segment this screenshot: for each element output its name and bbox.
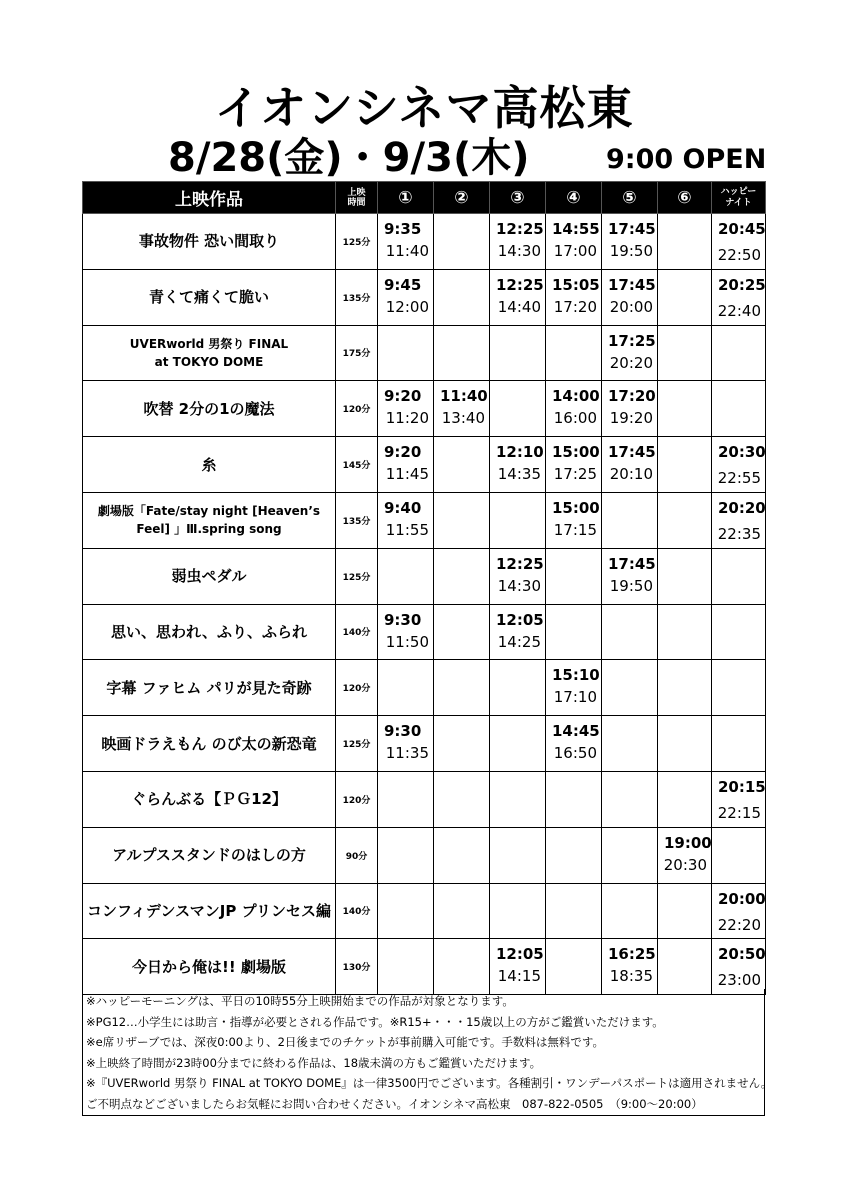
schedule-row	[83, 827, 766, 883]
showtime-cell-1	[378, 214, 434, 270]
start-time: 9:20	[384, 443, 422, 462]
showtime-cell-4	[546, 827, 602, 883]
note-line: ※PG12…小学生には助言・指導が必要とされる作品です。※R15+・・・15歳以上の方がご鑑賞いただけます。	[86, 1014, 664, 1029]
header-row	[83, 182, 766, 214]
showtime-cell-2	[434, 269, 490, 325]
film-duration: 135分	[336, 492, 378, 548]
end-time: 14:30	[497, 242, 541, 260]
showtime-cell-4	[546, 548, 602, 604]
showtime-cell-6	[658, 716, 712, 772]
showtime-cell-5	[602, 548, 658, 604]
showtime-cell-3	[490, 883, 546, 939]
happy-night-cell	[712, 325, 766, 381]
showtime-cell-6	[658, 660, 712, 716]
end-time: 17:15	[553, 520, 597, 539]
showtime-cell-5	[602, 883, 658, 939]
film-title: UVERworld 男祭り FINAL at TOKYO DOME	[83, 325, 336, 381]
showtime-cell-1	[378, 939, 434, 995]
column-header-slot-5: ⑤	[602, 182, 658, 214]
happy-night-cell	[712, 660, 766, 716]
end-time: 19:50	[609, 576, 653, 595]
end-time: 14:30	[497, 576, 541, 595]
showtime-cell-2	[434, 492, 490, 548]
start-time: 11:40	[440, 387, 488, 406]
start-time: 12:05	[496, 945, 544, 964]
start-time: 19:00	[664, 833, 712, 852]
schedule-row	[83, 604, 766, 660]
film-title: コンフィデンスマンJP プリンセス編	[83, 883, 336, 939]
film-title: 吹替 2分の1の魔法	[83, 381, 336, 437]
showtime-cell-5	[602, 660, 658, 716]
schedule-row	[83, 660, 766, 716]
end-time: 12:00	[385, 297, 429, 316]
column-header-slot-4: ④	[546, 182, 602, 214]
start-time: 12:05	[496, 610, 544, 629]
happy-night-cell	[712, 939, 766, 995]
start-time: 9:40	[384, 498, 422, 517]
showtime-cell-3	[490, 381, 546, 437]
showtime-cell-1	[378, 325, 434, 381]
showtime-cell-1	[378, 716, 434, 772]
end-time: 17:25	[553, 465, 597, 484]
end-time: 16:00	[553, 409, 597, 428]
schedule-row	[83, 548, 766, 604]
showtime-cell-6	[658, 883, 712, 939]
film-duration: 90分	[336, 827, 378, 883]
showtime-cell-4	[546, 269, 602, 325]
showtime-cell-2	[434, 771, 490, 827]
start-time: 14:45	[552, 722, 600, 741]
showtime-cell-1	[378, 883, 434, 939]
film-duration: 140分	[336, 604, 378, 660]
start-time: 17:45	[608, 275, 656, 294]
film-title: 糸	[83, 437, 336, 493]
film-duration: 145分	[336, 437, 378, 493]
showtime-cell-4	[546, 437, 602, 493]
showtime-cell-2	[434, 716, 490, 772]
note-line: ※ハッピーモーニングは、平日の10時55分上映開始までの作品が対象となります。	[86, 994, 514, 1008]
showtime-cell-5	[602, 492, 658, 548]
schedule-row	[83, 381, 766, 437]
showtime-cell-1	[378, 381, 434, 437]
end-time: 13:40	[441, 409, 485, 428]
end-time: 11:55	[385, 520, 429, 539]
start-time: 14:55	[552, 220, 600, 238]
end-time: 20:30	[663, 855, 707, 874]
happy-night-cell	[712, 437, 766, 493]
happy-night-cell	[712, 492, 766, 548]
showtime-cell-3	[490, 716, 546, 772]
schedule-row	[83, 771, 766, 827]
happy-night-cell	[712, 827, 766, 883]
showtime-cell-2	[434, 883, 490, 939]
end-time: 16:50	[553, 744, 597, 763]
film-duration: 175分	[336, 325, 378, 381]
start-time: 12:25	[496, 554, 544, 573]
schedule-row	[83, 716, 766, 772]
start-time: 17:25	[608, 331, 656, 350]
start-time: 9:30	[384, 722, 422, 741]
showtime-cell-2	[434, 939, 490, 995]
showtime-cell-1	[378, 771, 434, 827]
column-header-slot-1: ①	[378, 182, 434, 214]
showtime-cell-3	[490, 548, 546, 604]
showtime-cell-3	[490, 437, 546, 493]
schedule-row	[83, 492, 766, 548]
showtime-cell-2	[434, 604, 490, 660]
end-time: 17:00	[553, 242, 597, 260]
film-duration: 120分	[336, 381, 378, 437]
showtime-cell-4	[546, 939, 602, 995]
column-header-title: 上映作品	[83, 182, 336, 214]
column-header-slot-6: ⑥	[658, 182, 712, 214]
start-time: 14:00	[552, 387, 600, 406]
showtime-cell-4	[546, 883, 602, 939]
showtime-cell-5	[602, 939, 658, 995]
showtime-cell-1	[378, 827, 434, 883]
start-time: 15:00	[552, 498, 600, 517]
schedule-row	[83, 269, 766, 325]
showtime-cell-6	[658, 771, 712, 827]
end-time: 20:00	[609, 297, 653, 316]
showtime-cell-4	[546, 660, 602, 716]
start-time: 20:50	[718, 945, 766, 964]
end-time: 19:50	[609, 242, 653, 260]
schedule-row	[83, 437, 766, 493]
showtime-cell-5	[602, 381, 658, 437]
showtime-cell-1	[378, 604, 434, 660]
film-title: 劇場版「Fate/stay night [Heaven’s Feel] 」Ⅲ.spring song	[83, 492, 336, 548]
notes-box	[82, 989, 773, 1116]
showtime-cell-2	[434, 548, 490, 604]
showtime-cell-2	[434, 660, 490, 716]
showtime-cell-6	[658, 604, 712, 660]
showtime-cell-5	[602, 437, 658, 493]
showtime-cell-4	[546, 492, 602, 548]
end-time: 14:40	[497, 297, 541, 316]
start-time: 9:35	[384, 220, 422, 238]
showtime-cell-4	[546, 604, 602, 660]
schedule-row	[83, 325, 766, 381]
showtime-cell-4	[546, 771, 602, 827]
start-time: 20:15	[718, 777, 766, 796]
end-time: 22:35	[717, 524, 761, 543]
column-header-slot-2: ②	[434, 182, 490, 214]
showtime-cell-4	[546, 325, 602, 381]
film-title: 弱虫ペダル	[83, 548, 336, 604]
film-duration: 120分	[336, 771, 378, 827]
showtime-cell-5	[602, 827, 658, 883]
schedule-row	[83, 883, 766, 939]
end-time: 11:20	[385, 409, 429, 428]
start-time: 9:30	[384, 610, 422, 629]
showtime-cell-2	[434, 381, 490, 437]
start-time: 15:05	[552, 275, 600, 294]
start-time: 17:20	[608, 387, 656, 406]
film-duration: 140分	[336, 883, 378, 939]
showtime-cell-2	[434, 437, 490, 493]
end-time: 22:20	[717, 915, 761, 934]
date-range: 8/28(金)・9/3(木)	[168, 135, 530, 181]
film-duration: 125分	[336, 716, 378, 772]
showtime-cell-1	[378, 269, 434, 325]
film-duration: 125分	[336, 214, 378, 270]
happy-night-cell	[712, 548, 766, 604]
end-time: 17:10	[553, 688, 597, 707]
showtime-cell-3	[490, 325, 546, 381]
end-time: 23:00	[717, 971, 761, 990]
column-header-happy-night: ハッピー ナイト	[712, 182, 766, 214]
showtime-cell-3	[490, 660, 546, 716]
showtime-cell-6	[658, 827, 712, 883]
showtime-cell-3	[490, 492, 546, 548]
showtime-cell-6	[658, 325, 712, 381]
start-time: 20:00	[718, 889, 766, 908]
end-time: 14:35	[497, 465, 541, 484]
film-duration: 125分	[336, 548, 378, 604]
showtime-cell-1	[378, 492, 434, 548]
end-time: 11:35	[385, 744, 429, 763]
happy-night-cell	[712, 771, 766, 827]
showtime-cell-3	[490, 827, 546, 883]
film-duration: 120分	[336, 660, 378, 716]
schedule-row	[83, 214, 766, 270]
showtime-cell-4	[546, 381, 602, 437]
start-time: 9:45	[384, 275, 422, 294]
start-time: 17:45	[608, 443, 656, 462]
schedule-table	[82, 181, 766, 995]
showtime-cell-2	[434, 214, 490, 270]
end-time: 17:20	[553, 297, 597, 316]
start-time: 20:45	[718, 220, 766, 238]
film-title: 事故物件 恐い間取り	[83, 214, 336, 270]
start-time: 20:30	[718, 443, 766, 462]
showtime-cell-4	[546, 214, 602, 270]
film-title: 字幕 ファヒム パリが見た奇跡	[83, 660, 336, 716]
film-title: 今日から俺は!! 劇場版	[83, 939, 336, 995]
start-time: 17:45	[608, 554, 656, 573]
showtime-cell-2	[434, 325, 490, 381]
showtime-cell-2	[434, 827, 490, 883]
end-time: 14:15	[497, 967, 541, 986]
schedule-row	[83, 939, 766, 995]
end-time: 22:40	[717, 301, 761, 320]
showtime-cell-6	[658, 548, 712, 604]
happy-night-cell	[712, 604, 766, 660]
end-time: 11:45	[385, 465, 429, 484]
showtime-cell-3	[490, 939, 546, 995]
end-time: 14:25	[497, 632, 541, 651]
showtime-cell-6	[658, 269, 712, 325]
showtime-cell-5	[602, 771, 658, 827]
end-time: 11:50	[385, 632, 429, 651]
end-time: 20:10	[609, 465, 653, 484]
start-time: 16:25	[608, 945, 656, 964]
theater-title: イオンシネマ高松東	[214, 81, 634, 135]
happy-night-cell	[712, 883, 766, 939]
end-time: 19:20	[609, 409, 653, 428]
start-time: 20:20	[718, 498, 766, 517]
end-time: 22:15	[717, 803, 761, 822]
end-time: 20:20	[609, 353, 653, 372]
film-title: アルプススタンドのはしの方	[83, 827, 336, 883]
showtime-cell-5	[602, 604, 658, 660]
showtime-cell-6	[658, 437, 712, 493]
showtime-cell-6	[658, 381, 712, 437]
start-time: 20:25	[718, 275, 766, 294]
showtime-cell-3	[490, 214, 546, 270]
note-line: ※上映終了時間が23時00分までに終わる作品は、18歳未満の方もご鑑賞いただけます。	[86, 1055, 542, 1070]
showtime-cell-5	[602, 716, 658, 772]
film-title: 青くて痛くて脆い	[83, 269, 336, 325]
happy-night-cell	[712, 269, 766, 325]
start-time: 12:25	[496, 220, 544, 238]
showtime-cell-1	[378, 548, 434, 604]
note-line: ※e席リザーブでは、深夜0:00より、2日後までのチケットが事前購入可能です。手数料は無料です。	[86, 1035, 605, 1049]
column-header-duration: 上映 時間	[336, 182, 378, 214]
end-time: 18:35	[609, 967, 653, 986]
film-title: 映画ドラえもん のび太の新恐竜	[83, 716, 336, 772]
film-duration: 135分	[336, 269, 378, 325]
showtime-cell-6	[658, 492, 712, 548]
start-time: 15:10	[552, 666, 600, 685]
happy-night-cell	[712, 716, 766, 772]
happy-night-cell	[712, 381, 766, 437]
note-line: ご不明点などございましたらお気軽にお問い合わせください。イオンシネマ高松東 087-822-0505 （9:00～20:00）	[86, 1096, 703, 1111]
showtime-cell-5	[602, 269, 658, 325]
film-title: 思い、思われ、ふり、ふられ	[83, 604, 336, 660]
film-duration: 130分	[336, 939, 378, 995]
showtime-cell-4	[546, 716, 602, 772]
column-header-slot-3: ③	[490, 182, 546, 214]
showtime-cell-6	[658, 939, 712, 995]
showtime-cell-1	[378, 437, 434, 493]
showtime-cell-3	[490, 604, 546, 660]
showtime-cell-3	[490, 771, 546, 827]
happy-night-cell	[712, 214, 766, 270]
start-time: 9:20	[384, 387, 422, 406]
start-time: 12:10	[496, 443, 544, 462]
start-time: 12:25	[496, 275, 544, 294]
start-time: 17:45	[608, 220, 656, 238]
start-time: 15:00	[552, 443, 600, 462]
end-time: 22:50	[717, 246, 761, 264]
showtime-cell-5	[602, 325, 658, 381]
open-time: 9:00 OPEN	[606, 144, 767, 175]
showtime-cell-6	[658, 214, 712, 270]
film-title: ぐらんぶる【ＰＧ12】	[83, 771, 336, 827]
note-line: ※『UVERworld 男祭り FINAL at TOKYO DOME』は一律3500円でございます。各種割引・ワンデーパスポートは適用されません。	[86, 1076, 773, 1090]
showtime-cell-3	[490, 269, 546, 325]
showtime-cell-1	[378, 660, 434, 716]
end-time: 11:40	[385, 242, 429, 260]
end-time: 22:55	[717, 469, 761, 488]
showtime-cell-5	[602, 214, 658, 270]
